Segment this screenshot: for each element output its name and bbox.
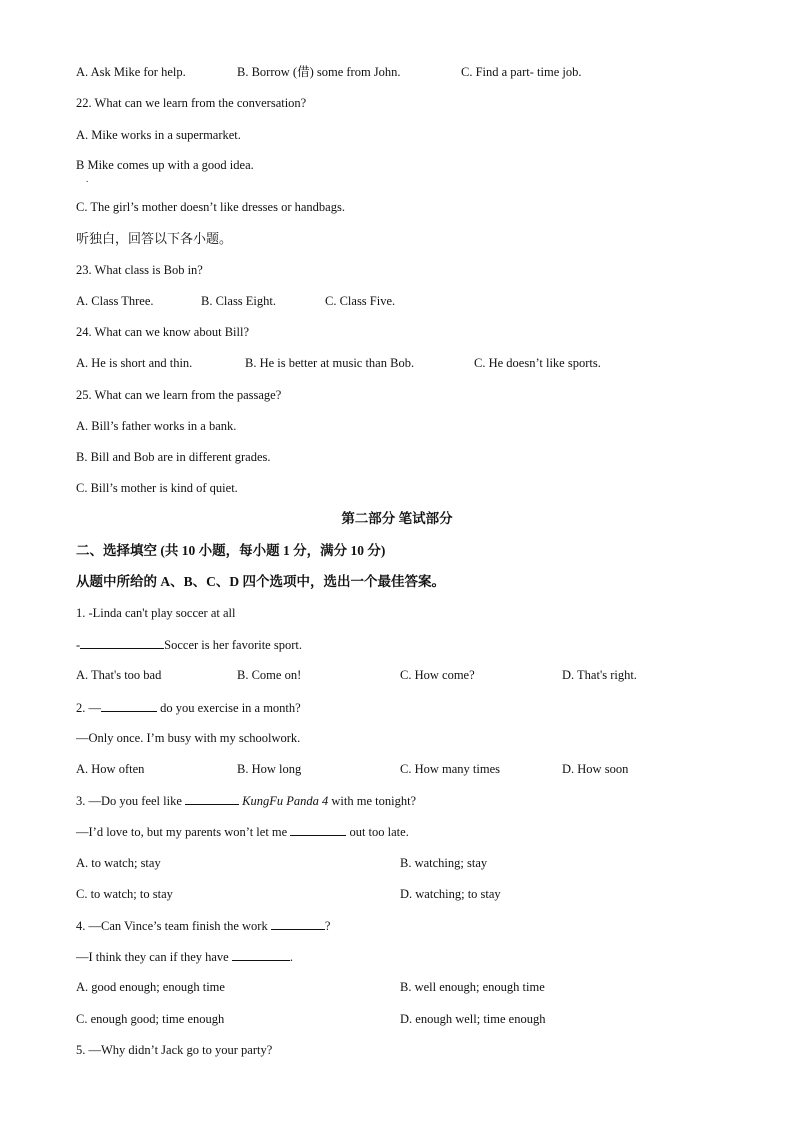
part2-title: 第二部分 笔试部分 — [341, 511, 453, 526]
s3-line2-prefix: —I’d love to, but my parents won’t let me — [76, 825, 291, 839]
s5-line1: 5. —Why didn’t Jack go to your party? — [76, 1043, 273, 1057]
s3-option-c: C. to watch; to stay — [76, 887, 173, 901]
s2-line2: —Only once. I’m busy with my schoolwork. — [76, 731, 301, 745]
q21-option-a: A. Ask Mike for help. — [76, 65, 186, 79]
q22-stem: 22. What can we learn from the conversation? — [76, 96, 307, 110]
q22-option-b-dot: . — [86, 174, 89, 184]
s2-option-b: B. How long — [237, 762, 302, 776]
s4-answer-blank-2 — [232, 948, 290, 961]
s4-line1-prefix: 4. —Can Vince’s team finish the work — [76, 919, 271, 933]
q21-option-b: B. Borrow (借) some from John. — [237, 65, 401, 79]
s1-answer-blank — [80, 636, 164, 649]
s1-line2-rest: Soccer is her favorite sport. — [164, 638, 302, 652]
q21-option-c: C. Find a part- time job. — [461, 65, 582, 79]
s1-line1: 1. -Linda can't play soccer at all — [76, 606, 236, 620]
s4-option-c: C. enough good; time enough — [76, 1012, 225, 1026]
s3-option-d: D. watching; to stay — [400, 887, 501, 901]
s4-option-d: D. enough well; time enough — [400, 1012, 546, 1026]
q25-option-a: A. Bill’s father works in a bank. — [76, 419, 237, 433]
s2-line1-prefix: 2. — — [76, 701, 101, 715]
section2-heading: 二、选择填空 (共 10 小题，每小题 1 分，满分 10 分) — [76, 543, 386, 558]
s3-option-b: B. watching; stay — [400, 856, 488, 870]
q25-stem: 25. What can we learn from the passage? — [76, 388, 282, 402]
s3-line1 — [76, 792, 416, 809]
s2-option-c: C. How many times — [400, 762, 500, 776]
q23-option-b: B. Class Eight. — [201, 294, 277, 308]
s1-option-c: C. How come? — [400, 668, 475, 682]
s1-line2 — [76, 636, 302, 653]
s3-line1-prefix: 3. —Do you feel like — [76, 794, 186, 808]
s4-answer-blank-1 — [271, 917, 325, 930]
q22-option-b: B Mike comes up with a good idea. — [76, 158, 254, 172]
section2-instruction: 从题中所给的 A、B、C、D 四个选项中，选出一个最佳答案。 — [76, 574, 446, 589]
q24-option-c: C. He doesn’t like sports. — [474, 356, 601, 370]
q23-option-c: C. Class Five. — [325, 294, 396, 308]
s1-option-d: D. That's right. — [562, 668, 637, 682]
s4-option-b: B. well enough; enough time — [400, 980, 545, 994]
s3-line1-rest: with me tonight? — [328, 794, 417, 808]
q25-option-c: C. Bill’s mother is kind of quiet. — [76, 481, 238, 495]
q23-stem: 23. What class is Bob in? — [76, 263, 203, 277]
s4-line2-rest: . — [289, 950, 293, 964]
s3-answer-blank-2 — [290, 823, 346, 836]
s4-line1-rest: ? — [324, 919, 331, 933]
s2-option-a: A. How often — [76, 762, 145, 776]
q23-option-a: A. Class Three. — [76, 294, 154, 308]
s3-answer-blank-1 — [185, 792, 239, 805]
s2-option-d: D. How soon — [562, 762, 629, 776]
s4-line1 — [76, 917, 330, 934]
q24-option-b: B. He is better at music than Bob. — [245, 356, 415, 370]
s2-line1 — [76, 699, 301, 716]
s1-line2-prefix: - — [76, 638, 81, 652]
s3-movie-title: KungFu Panda 4 — [242, 794, 329, 808]
s1-option-b: B. Come on! — [237, 668, 302, 682]
q22-option-a: A. Mike works in a supermarket. — [76, 128, 241, 142]
s1-option-a: A. That's too bad — [76, 668, 162, 682]
s3-line2-rest: out too late. — [346, 825, 409, 839]
s3-line2 — [76, 823, 409, 840]
monologue-instruction: 听独白，回答以下各小题。 — [76, 231, 233, 246]
q22-option-c: C. The girl’s mother doesn’t like dresses or handbags. — [76, 200, 345, 214]
s2-line1-rest: do you exercise in a month? — [157, 701, 301, 715]
s4-line2 — [76, 948, 293, 965]
q24-option-a: A. He is short and thin. — [76, 356, 193, 370]
s3-option-a: A. to watch; stay — [76, 856, 161, 870]
s4-line2-prefix: —I think they can if they have — [76, 950, 232, 964]
q24-stem: 24. What can we know about Bill? — [76, 325, 249, 339]
s4-option-a: A. good enough; enough time — [76, 980, 225, 994]
s2-answer-blank — [101, 699, 157, 712]
q25-option-b: B. Bill and Bob are in different grades. — [76, 450, 271, 464]
